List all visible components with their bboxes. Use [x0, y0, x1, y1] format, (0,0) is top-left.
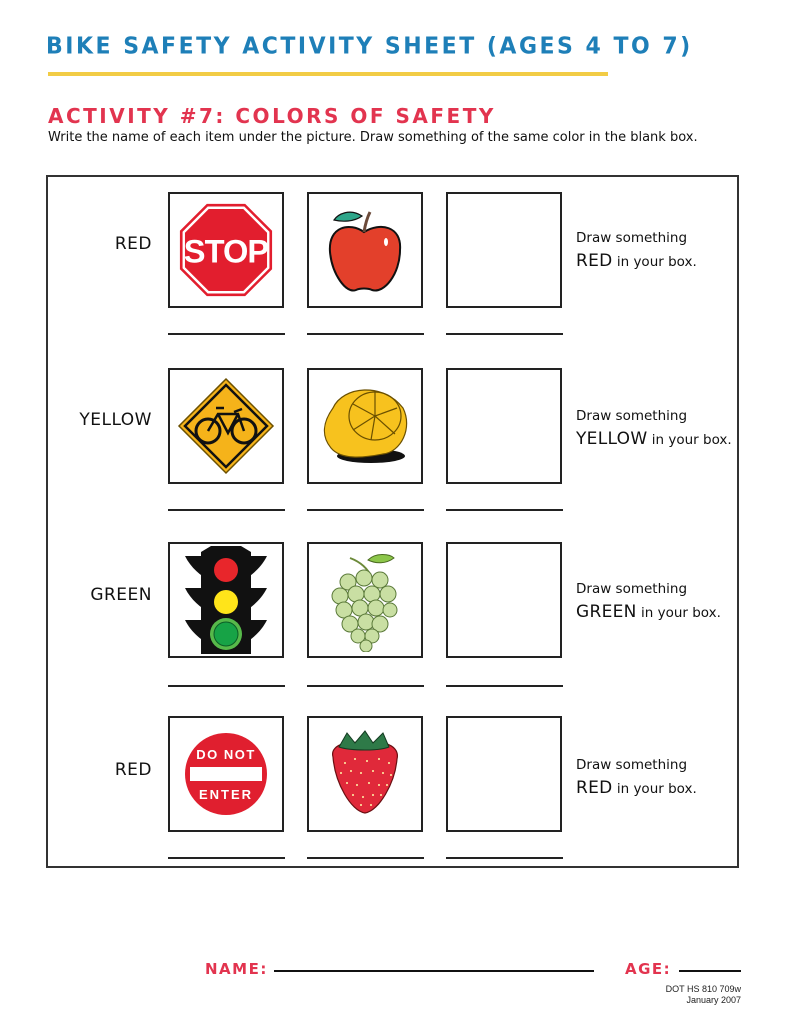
svg-text:ENTER: ENTER	[198, 787, 254, 802]
picture-box-do-not-enter	[168, 716, 284, 832]
grapes-icon	[320, 548, 410, 652]
drawing-box[interactable]	[446, 368, 562, 484]
picture-box-grapes	[307, 542, 423, 658]
draw-color-word: YELLOW	[576, 428, 648, 449]
answer-line[interactable]	[168, 857, 285, 859]
document-id: DOT HS 810 709w January 2007	[665, 984, 741, 1005]
instructions: Write the name of each item under the picture. Draw something of the same color in the blank box.	[48, 130, 698, 145]
answer-line[interactable]	[446, 685, 563, 687]
answer-line[interactable]	[168, 333, 285, 335]
answer-line[interactable]	[307, 509, 424, 511]
draw-color-word: GREEN	[576, 601, 637, 622]
answer-line[interactable]	[307, 685, 424, 687]
age-field[interactable]	[679, 970, 741, 972]
picture-box-strawberry	[307, 716, 423, 832]
picture-box-stop-sign	[168, 192, 284, 308]
age-label: AGE:	[625, 960, 672, 978]
answer-line[interactable]	[307, 857, 424, 859]
draw-instruction: Draw something GREEN in your box.	[576, 581, 721, 622]
row-label: RED	[114, 234, 152, 254]
row-label: YELLOW	[79, 410, 152, 430]
draw-instruction: Draw something YELLOW in your box.	[576, 408, 732, 449]
page-title: BIKE SAFETY ACTIVITY SHEET (AGES 4 TO 7)	[46, 33, 693, 60]
answer-line[interactable]	[307, 333, 424, 335]
picture-box-lemon	[307, 368, 423, 484]
traffic-light-icon	[181, 546, 271, 654]
answer-line[interactable]	[168, 685, 285, 687]
name-label: NAME:	[205, 960, 268, 978]
answer-line[interactable]	[446, 509, 563, 511]
draw-instruction: Draw something RED in your box.	[576, 757, 697, 798]
svg-text:STOP: STOP	[183, 232, 269, 270]
picture-box-traffic-light	[168, 542, 284, 658]
do-not-enter-sign-icon	[184, 732, 268, 816]
svg-text:DO NOT: DO NOT	[196, 747, 256, 762]
draw-color-word: RED	[576, 777, 613, 798]
row-label: RED	[114, 760, 152, 780]
lemon-icon	[313, 378, 417, 474]
draw-color-word: RED	[576, 250, 613, 271]
drawing-box[interactable]	[446, 542, 562, 658]
drawing-box[interactable]	[446, 192, 562, 308]
strawberry-icon	[325, 729, 405, 819]
draw-instruction: Draw something RED in your box.	[576, 230, 697, 271]
stop-sign-icon	[178, 202, 274, 298]
answer-line[interactable]	[446, 333, 563, 335]
activity-title: ACTIVITY #7: COLORS OF SAFETY	[48, 104, 496, 128]
answer-line[interactable]	[168, 509, 285, 511]
picture-box-bicycle-sign	[168, 368, 284, 484]
bicycle-sign-icon	[176, 376, 276, 476]
row-label: GREEN	[90, 585, 152, 605]
drawing-box[interactable]	[446, 716, 562, 832]
apple-icon	[320, 202, 410, 298]
name-field[interactable]	[274, 970, 594, 972]
answer-line[interactable]	[446, 857, 563, 859]
picture-box-apple	[307, 192, 423, 308]
